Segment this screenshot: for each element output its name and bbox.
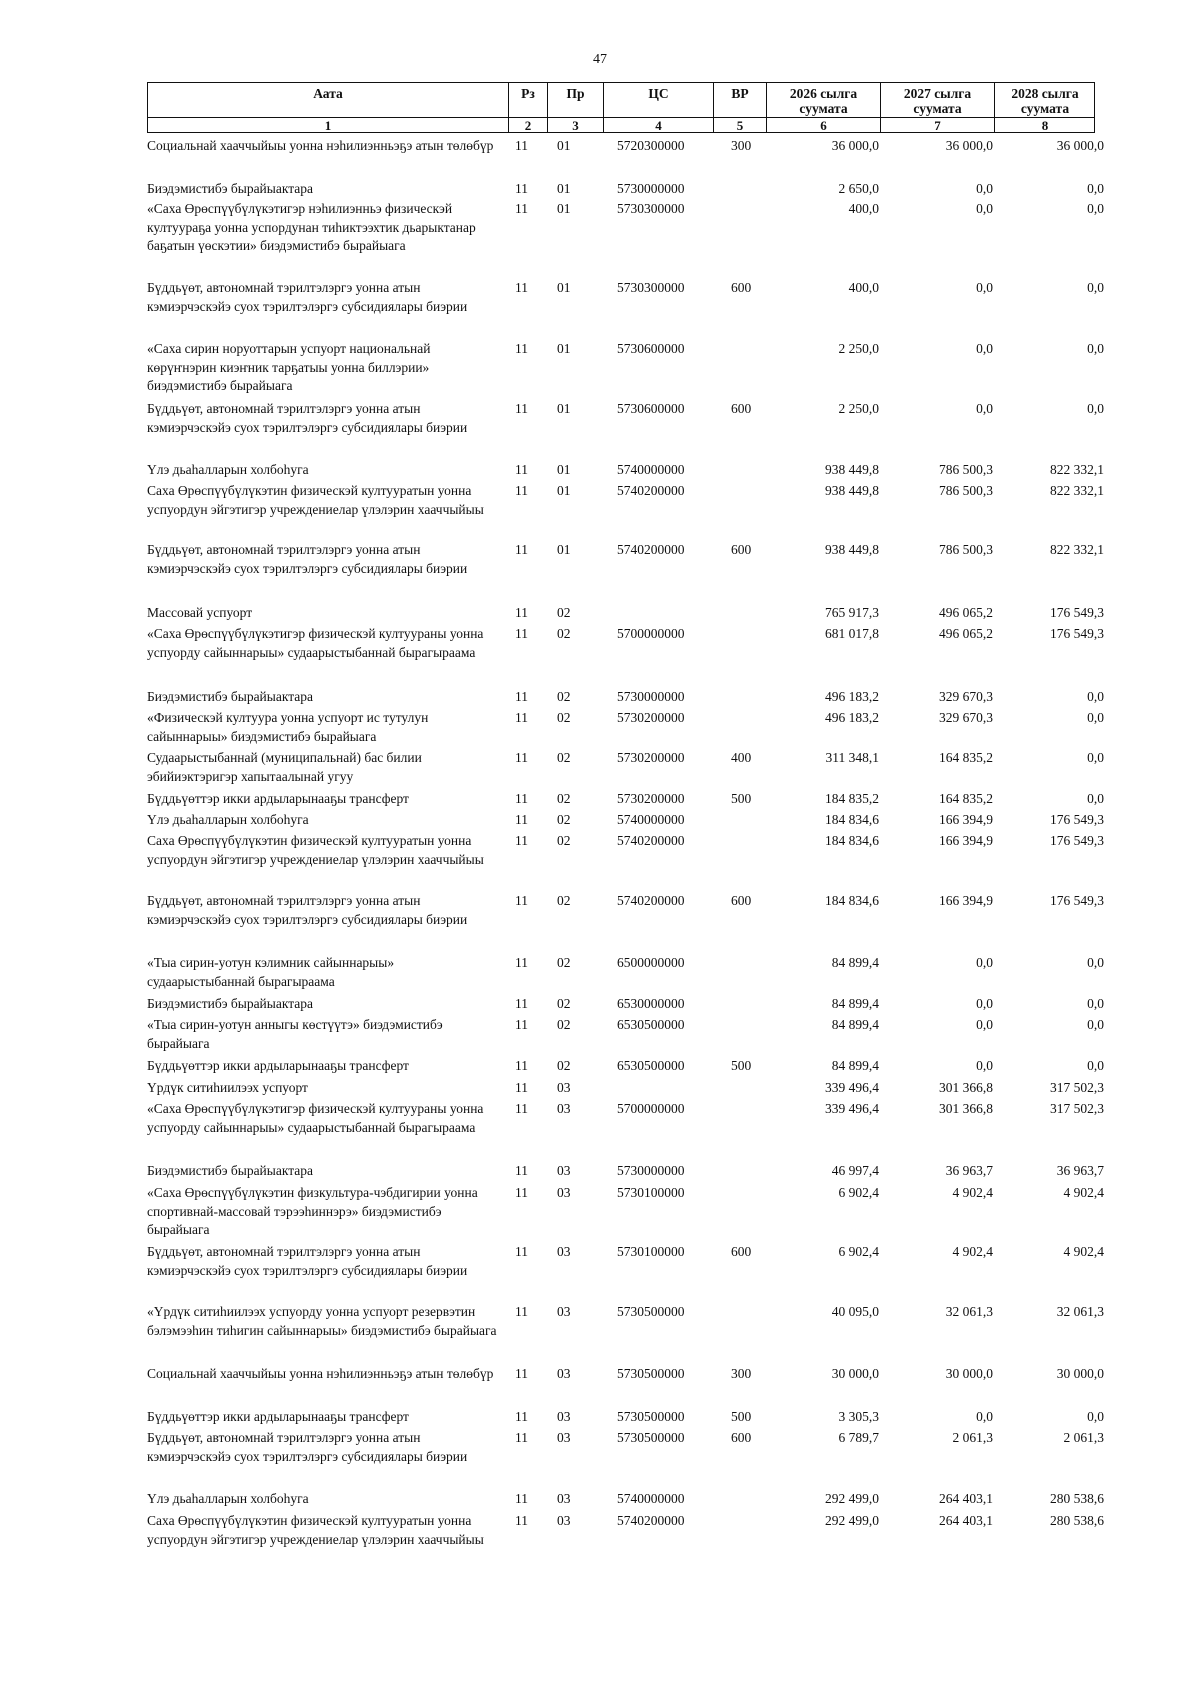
row-2027: 301 366,8 [939,1101,993,1116]
row-pr: 03 [557,1101,571,1116]
row-pr: 02 [557,833,571,848]
row-2027: 0,0 [976,955,993,970]
row-pr: 02 [557,710,571,725]
row-pr: 02 [557,750,571,765]
row-pr: 01 [557,181,571,196]
row-name: Бүддьүөттэр икки ардыларынааҕы трансферт [147,1409,409,1424]
row-cs: 5740000000 [617,1491,685,1506]
row-2027: 164 835,2 [939,791,993,806]
row-name: Бүддьүөт, автономнай тэрилтэлэргэ уонна атын кэмиэрчэскэйэ суох тэрилтэлэргэ субсидиялары биэрии [147,1244,468,1278]
row-2027: 0,0 [976,401,993,416]
row-rz: 11 [515,1491,528,1506]
column-number: 7 [881,117,995,133]
row-2028: 280 538,6 [1050,1513,1104,1528]
row-2026: 2 650,0 [838,181,879,196]
row-2027: 786 500,3 [939,462,993,477]
row-pr: 01 [557,483,571,498]
row-2028: 280 538,6 [1050,1491,1104,1506]
row-2026: 184 834,6 [825,833,879,848]
row-name: Бүддьүөт, автономнай тэрилтэлэргэ уонна атын кэмиэрчэскэйэ суох тэрилтэлэргэ субсидиялары биэрии [147,1430,468,1464]
row-cs: 5730300000 [617,201,685,216]
row-2026: 496 183,2 [825,689,879,704]
row-2027: 36 963,7 [945,1163,993,1178]
row-name: Биэдэмистибэ бырайыактара [147,181,314,196]
row-cs: 5740200000 [617,1513,685,1528]
row-pr: 01 [557,138,571,153]
row-2028: 822 332,1 [1050,542,1104,557]
row-rz: 11 [515,710,528,725]
row-2028: 0,0 [1087,791,1104,806]
row-rz: 11 [515,1409,528,1424]
row-2026: 184 834,6 [825,893,879,908]
row-pr: 01 [557,280,571,295]
column-number: 8 [995,117,1095,133]
row-pr: 02 [557,996,571,1011]
row-2028: 317 502,3 [1050,1080,1104,1095]
row-pr: 02 [557,605,571,620]
row-2028: 36 963,7 [1056,1163,1104,1178]
row-2027: 786 500,3 [939,542,993,557]
row-rz: 11 [515,996,528,1011]
row-2026: 3 305,3 [838,1409,879,1424]
row-vr: 600 [731,1244,752,1259]
row-rz: 11 [515,1304,528,1319]
row-2026: 339 496,4 [825,1080,879,1095]
row-pr: 03 [557,1366,571,1381]
row-rz: 11 [515,605,528,620]
row-name: Бүддьүөттэр икки ардыларынааҕы трансферт [147,1058,409,1073]
row-2026: 496 183,2 [825,710,879,725]
row-2027: 4 902,4 [952,1244,993,1259]
row-2028: 2 061,3 [1063,1430,1104,1445]
row-cs: 5730200000 [617,750,685,765]
row-2026: 36 000,0 [831,138,879,153]
row-pr: 03 [557,1304,571,1319]
page-number: 47 [593,52,607,67]
column-number: 1 [148,117,509,133]
row-2027: 496 065,2 [939,605,993,620]
row-2028: 176 549,3 [1050,893,1104,908]
row-pr: 03 [557,1080,571,1095]
row-rz: 11 [515,791,528,806]
row-2027: 164 835,2 [939,750,993,765]
row-2027: 166 394,9 [939,812,993,827]
row-cs: 5720300000 [617,138,685,153]
row-2027: 0,0 [976,280,993,295]
row-2027: 36 000,0 [945,138,993,153]
row-pr: 02 [557,893,571,908]
row-2028: 32 061,3 [1056,1304,1104,1319]
row-2028: 36 000,0 [1056,138,1104,153]
row-rz: 11 [515,626,528,641]
row-cs: 5730600000 [617,341,685,356]
row-2026: 2 250,0 [838,341,879,356]
row-2026: 30 000,0 [831,1366,879,1381]
header-cs: ЦС [604,83,714,117]
header-rz: Рз [509,83,548,117]
column-number: 5 [714,117,767,133]
table-header [147,82,1095,133]
row-rz: 11 [515,1163,528,1178]
column-number: 2 [509,117,548,133]
row-rz: 11 [515,1058,528,1073]
row-rz: 11 [515,1101,528,1116]
row-2027: 264 403,1 [939,1491,993,1506]
row-name: «Саха Өрөспүүбүлүкэтигэр нэһилиэнньэ физическэй култуураҕа уонна успордунан тиһиктээхтик дьарыктанар баҕатын үөскэтии» биэдэмистибэ бырайыага [147,201,476,253]
column-number: 4 [604,117,714,133]
row-2028: 0,0 [1087,181,1104,196]
row-cs: 5730100000 [617,1244,685,1259]
row-2028: 176 549,3 [1050,626,1104,641]
row-pr: 02 [557,791,571,806]
row-2027: 0,0 [976,1409,993,1424]
row-2026: 311 348,1 [825,750,879,765]
row-name: Саха Өрөспүүбүлүкэтин физическэй култууратын уонна успуордун эйгэтигэр учреждениелар үлэлэрин хааччыйыы [147,1513,484,1547]
row-rz: 11 [515,181,528,196]
row-2028: 0,0 [1087,710,1104,725]
row-2027: 166 394,9 [939,893,993,908]
row-rz: 11 [515,955,528,970]
row-2027: 264 403,1 [939,1513,993,1528]
row-2027: 0,0 [976,201,993,216]
row-rz: 11 [515,201,528,216]
row-vr: 300 [731,1366,752,1381]
row-rz: 11 [515,812,528,827]
row-cs: 5740200000 [617,893,685,908]
row-pr: 02 [557,626,571,641]
row-name: Үлэ дьаһалларын холбоһуга [147,812,309,827]
row-vr: 500 [731,791,752,806]
row-cs: 6530500000 [617,1017,685,1032]
row-2028: 0,0 [1087,1409,1104,1424]
row-2027: 4 902,4 [952,1185,993,1200]
row-2028: 317 502,3 [1050,1101,1104,1116]
row-2026: 184 835,2 [825,791,879,806]
row-vr: 600 [731,401,752,416]
row-pr: 03 [557,1244,571,1259]
row-cs: 6530000000 [617,996,685,1011]
row-cs: 5730100000 [617,1185,685,1200]
row-vr: 600 [731,1430,752,1445]
header-2027: 2027 сылга суумата [881,83,995,117]
row-2028: 822 332,1 [1050,462,1104,477]
row-cs: 5730600000 [617,401,685,416]
row-2026: 84 899,4 [831,955,879,970]
row-rz: 11 [515,689,528,704]
row-2028: 0,0 [1087,401,1104,416]
row-2026: 46 997,4 [831,1163,879,1178]
row-cs: 5730500000 [617,1409,685,1424]
row-name: «Саха Өрөспүүбүлүкэтигэр физическэй култуураны уонна успуорду сайыннарыы» судаарыстыбаннай бырагыраама [147,626,484,660]
row-cs: 5700000000 [617,1101,685,1116]
row-pr: 03 [557,1430,571,1445]
row-pr: 02 [557,812,571,827]
row-cs: 6500000000 [617,955,685,970]
row-cs: 5730500000 [617,1304,685,1319]
row-2028: 4 902,4 [1063,1185,1104,1200]
row-name: Бүддьүөт, автономнай тэрилтэлэргэ уонна атын кэмиэрчэскэйэ суох тэрилтэлэргэ субсидиялары биэрии [147,542,468,576]
row-2026: 681 017,8 [825,626,879,641]
row-rz: 11 [515,1244,528,1259]
row-name: Үрдүк ситиһиилээх успуорт [147,1080,308,1095]
row-2026: 765 917,3 [825,605,879,620]
row-cs: 6530500000 [617,1058,685,1073]
row-name: Биэдэмистибэ бырайыактара [147,689,314,704]
row-cs: 5740000000 [617,812,685,827]
row-2026: 6 789,7 [838,1430,879,1445]
row-rz: 11 [515,341,528,356]
row-pr: 01 [557,401,571,416]
row-pr: 03 [557,1185,571,1200]
row-name: «Үрдүк ситиһиилээх успуорду уонна успуорт резервэтин бэлэмээһин тиһигин сайыннарыы» биэдэмистибэ бырайыага [147,1304,497,1338]
row-pr: 02 [557,955,571,970]
row-2028: 0,0 [1087,341,1104,356]
row-2026: 184 834,6 [825,812,879,827]
row-name: Саха Өрөспүүбүлүкэтин физическэй култууратын уонна успуордун эйгэтигэр учреждениелар үлэлэрин хааччыйыы [147,483,484,517]
row-pr: 03 [557,1513,571,1528]
row-2028: 0,0 [1087,280,1104,295]
row-2027: 496 065,2 [939,626,993,641]
row-cs: 5730200000 [617,791,685,806]
row-pr: 02 [557,1058,571,1073]
row-vr: 600 [731,542,752,557]
row-cs: 5740200000 [617,483,685,498]
row-2028: 30 000,0 [1056,1366,1104,1381]
row-2026: 339 496,4 [825,1101,879,1116]
row-2028: 822 332,1 [1050,483,1104,498]
row-2028: 4 902,4 [1063,1244,1104,1259]
row-rz: 11 [515,401,528,416]
row-name: «Тыа сирин-уотун кэлимник сайыннарыы» судаарыстыбаннай бырагыраама [147,955,395,989]
row-2027: 786 500,3 [939,483,993,498]
row-name: «Саха сирин норуоттарын успуорт национальнай көрүҥнэрин киэҥник тарҕатыы уонна биллэрии» биэдэмистибэ бырайыага [147,341,431,393]
row-pr: 03 [557,1491,571,1506]
row-vr: 600 [731,280,752,295]
row-rz: 11 [515,1185,528,1200]
row-2027: 32 061,3 [945,1304,993,1319]
row-2026: 938 449,8 [825,462,879,477]
row-pr: 01 [557,201,571,216]
column-number: 6 [767,117,881,133]
row-cs: 5730500000 [617,1366,685,1381]
row-2027: 0,0 [976,181,993,196]
row-rz: 11 [515,542,528,557]
row-2026: 40 095,0 [831,1304,879,1319]
row-name: «Саха Өрөспүүбүлүкэтигэр физическэй култуураны уонна успуорду сайыннарыы» судаарыстыбаннай бырагыраама [147,1101,484,1135]
row-2027: 30 000,0 [945,1366,993,1381]
row-2028: 0,0 [1087,1058,1104,1073]
row-name: Бүддьүөт, автономнай тэрилтэлэргэ уонна атын кэмиэрчэскэйэ суох тэрилтэлэргэ субсидиялары биэрии [147,401,468,435]
row-2026: 938 449,8 [825,542,879,557]
row-rz: 11 [515,750,528,765]
row-name: Биэдэмистибэ бырайыактара [147,1163,314,1178]
row-cs: 5740000000 [617,462,685,477]
row-rz: 11 [515,893,528,908]
row-name: «Физическэй култуура уонна успуорт ис тутулун сайыннарыы» биэдэмистибэ бырайыага [147,710,429,744]
row-rz: 11 [515,1017,528,1032]
row-cs: 5730000000 [617,689,685,704]
row-2027: 329 670,3 [939,689,993,704]
row-2027: 0,0 [976,1017,993,1032]
row-2027: 166 394,9 [939,833,993,848]
row-2027: 0,0 [976,1058,993,1073]
row-2026: 84 899,4 [831,1017,879,1032]
row-rz: 11 [515,1430,528,1445]
row-pr: 01 [557,341,571,356]
row-vr: 600 [731,893,752,908]
row-2028: 0,0 [1087,201,1104,216]
row-2028: 0,0 [1087,955,1104,970]
row-vr: 400 [731,750,752,765]
row-2028: 0,0 [1087,689,1104,704]
row-name: Бүддьүөт, автономнай тэрилтэлэргэ уонна атын кэмиэрчэскэйэ суох тэрилтэлэргэ субсидиялары биэрии [147,893,468,927]
row-cs: 5730000000 [617,1163,685,1178]
header-2026: 2026 сылга суумата [767,83,881,117]
header-vr: ВР [714,83,767,117]
row-name: Үлэ дьаһалларын холбоһуга [147,462,309,477]
row-name: Судаарыстыбаннай (муниципальнай) бас билии эбийиэктэригэр хапытаалынай угуу [147,750,422,784]
row-2028: 176 549,3 [1050,833,1104,848]
row-2028: 0,0 [1087,750,1104,765]
row-pr: 01 [557,542,571,557]
header-name: Аата [148,83,509,117]
row-2028: 176 549,3 [1050,812,1104,827]
row-rz: 11 [515,280,528,295]
row-pr: 02 [557,1017,571,1032]
row-2028: 0,0 [1087,996,1104,1011]
row-pr: 01 [557,462,571,477]
row-2026: 84 899,4 [831,1058,879,1073]
row-2026: 400,0 [848,201,879,216]
row-rz: 11 [515,1080,528,1095]
row-rz: 11 [515,483,528,498]
row-2026: 84 899,4 [831,996,879,1011]
row-2027: 0,0 [976,996,993,1011]
row-name: Бүддьүөт, автономнай тэрилтэлэргэ уонна атын кэмиэрчэскэйэ суох тэрилтэлэргэ субсидиялары биэрии [147,280,468,314]
row-name: Социальнай хааччыйыы уонна нэһилиэнньэҕэ атын төлөбүр [147,1366,494,1381]
row-cs: 5700000000 [617,626,685,641]
row-name: Бүддьүөттэр икки ардыларынааҕы трансферт [147,791,409,806]
row-name: Массовай успуорт [147,605,253,620]
row-cs: 5730200000 [617,710,685,725]
row-2026: 938 449,8 [825,483,879,498]
row-vr: 300 [731,138,752,153]
row-2026: 2 250,0 [838,401,879,416]
row-name: «Саха Өрөспүүбүлүкэтин физкультура-чэбдигирии уонна спортивнай-массовай тэрээһиннэрэ» биэдэмистибэ бырайыага [147,1185,478,1237]
row-rz: 11 [515,1366,528,1381]
row-rz: 11 [515,462,528,477]
row-2026: 6 902,4 [838,1244,879,1259]
row-2028: 176 549,3 [1050,605,1104,620]
header-pr: Пр [548,83,604,117]
header-2028: 2028 сылга суумата [1011,86,1079,116]
row-rz: 11 [515,138,528,153]
row-name: «Тыа сирин-уотун анныгы көстүүтэ» биэдэмистибэ бырайыага [147,1017,443,1051]
row-cs: 5730500000 [617,1430,685,1445]
row-name: Саха Өрөспүүбүлүкэтин физическэй култууратын уонна успуордун эйгэтигэр учреждениелар үлэлэрин хааччыйыы [147,833,484,867]
row-2027: 329 670,3 [939,710,993,725]
row-2026: 292 499,0 [825,1513,879,1528]
column-number: 3 [548,117,604,133]
row-2027: 0,0 [976,341,993,356]
row-pr: 02 [557,689,571,704]
row-vr: 500 [731,1058,752,1073]
row-pr: 03 [557,1163,571,1178]
row-2027: 2 061,3 [952,1430,993,1445]
row-name: Үлэ дьаһалларын холбоһуга [147,1491,309,1506]
row-2028: 0,0 [1087,1017,1104,1032]
row-cs: 5740200000 [617,542,685,557]
row-2027: 301 366,8 [939,1080,993,1095]
row-2026: 292 499,0 [825,1491,879,1506]
row-cs: 5740200000 [617,833,685,848]
row-cs: 5730000000 [617,181,685,196]
row-rz: 11 [515,833,528,848]
row-vr: 500 [731,1409,752,1424]
row-2026: 6 902,4 [838,1185,879,1200]
row-rz: 11 [515,1513,528,1528]
row-2026: 400,0 [848,280,879,295]
row-name: Социальнай хааччыйыы уонна нэһилиэнньэҕэ атын төлөбүр [147,138,494,153]
row-pr: 03 [557,1409,571,1424]
row-name: Биэдэмистибэ бырайыактара [147,996,314,1011]
row-cs: 5730300000 [617,280,685,295]
